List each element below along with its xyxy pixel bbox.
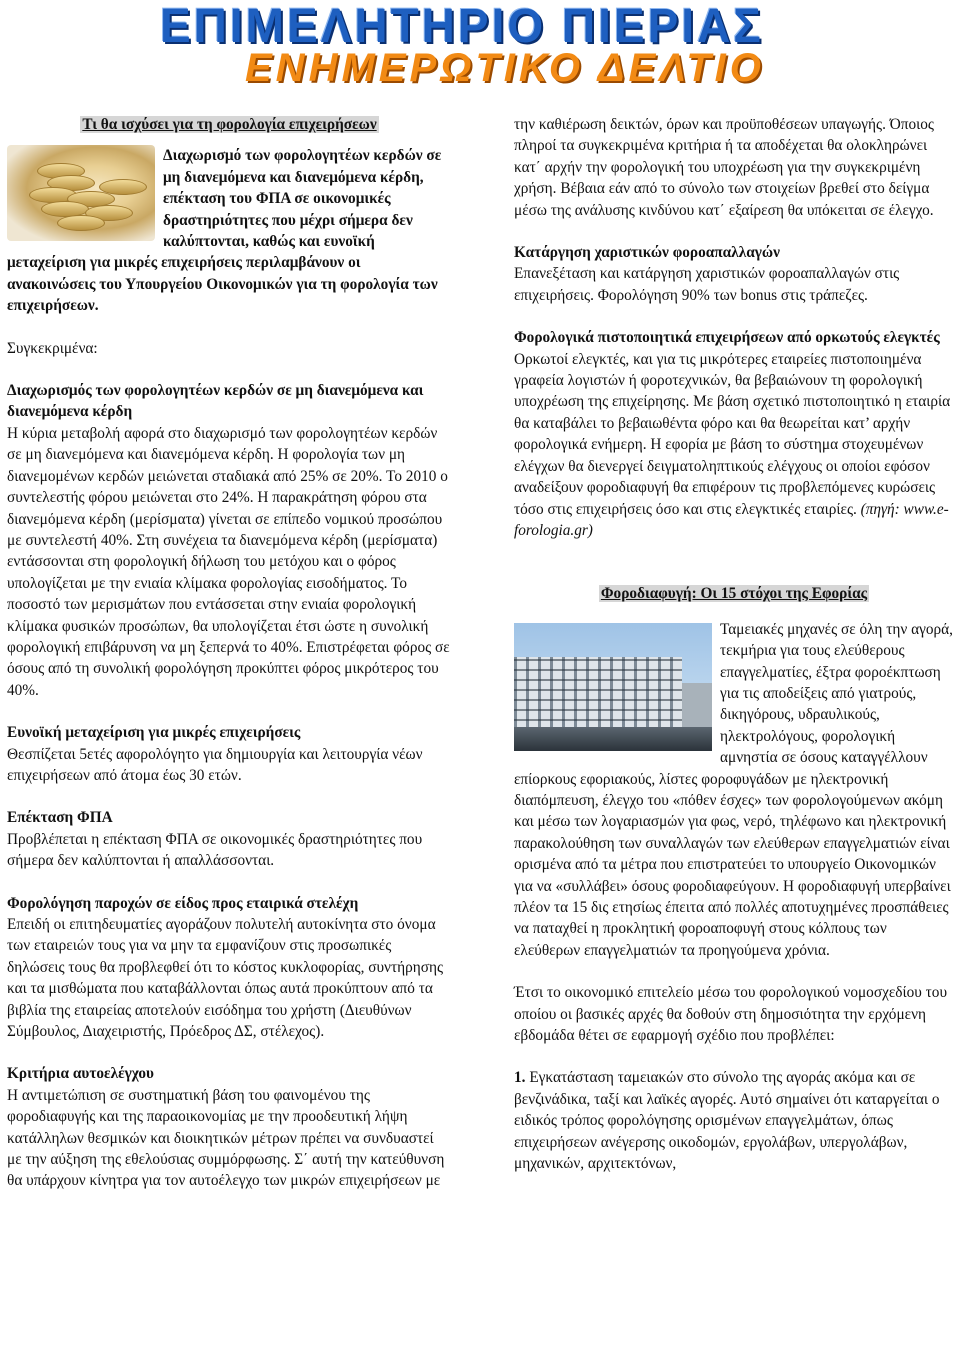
section-body: Η κύρια μεταβολή αφορά στο διαχωρισμό των φορολογητέων κερδών σε μη διανεμόμενα και διανεμόμενα κέρδη. Η φορολογία των μη διανεμομένων κερδών μειώνεται σταδιακά από 25% σε 20%. Το 2010 ο συντελεστής φόρου μειώνεται στο 24%. Η παρακράτηση φόρου στα διανεμόμενα κέρδη (μερίσματα) γίνεται σε επίπεδο νομικού προσώπου με συντελεστή 40%. Στη συνέχεια τα διανεμόμενα κέρδη (μερίσματα) εντάσσονται στη φορολογική δήλωση του μετόχου και ο φόρος υπολογίζεται με την ενιαία κλίμακα φορολογίας εισοδήματος. Το ποσοστό των μερισμάτων που εντάσσεται στην ενιαία φορολογική κλίμακα φυσικών προσώπων, θα υπολογίζεται έτσι ώστε η συνολική φορολογική επιβάρυνση να μη ξεπερνά το 40%. Επιστρέφεται φόρος σε όσους από τη συνολική φορολόγηση προκύπτει φόρος μικρότερος του 40%. [7, 424, 450, 699]
section-body: Προβλέπεται η επέκταση ΦΠΑ σε οικονομικές δραστηριότητες που σήμερα δεν καλύπτονται ή απαλλάσσονται. [7, 830, 423, 870]
right-column [514, 114, 954, 1174]
masthead-title: ΕΠΙΜΕΛΗΤΗΡΙΟ ΠΙΕΡΙΑΣ [160, 0, 764, 53]
section-heading: Ευνοϊκή μεταχείριση για μικρές επιχειρήσεις [7, 724, 301, 742]
left-column [7, 114, 452, 1192]
masthead-subtitle: ΕΝΗΜΕΡΩΤΙΚΟ ΔΕΛΤΙΟ [245, 46, 765, 90]
section-body: Έτσι το οικονομικό επιτελείο μέσω του φορολογικού νομοσχεδίου του οποίου οι βασικές αρχές θα δοθούν στη δημοσιότητα την ερχόμενη εβδομάδα θέτει σε εφαρμογή σχέδιο που προβλέπει: [514, 984, 948, 1045]
section-heading: Φορολόγηση παροχών σε είδος προς εταιρικά στελέχη [7, 894, 359, 912]
article-body [514, 619, 954, 962]
section-heading: Κατάργηση χαριστικών φοροαπαλλαγών [514, 244, 780, 262]
section-body: Επανεξέταση και κατάργηση χαριστικών φοροαπαλλαγών στις επιχειρήσεις. Φορολόγηση 90% των bonus στις τράπεζες. [514, 265, 900, 304]
continued-text: την καθιέρωση δεικτών, όρων και προϋποθέσεων υπαγωγής. Όποιος πληροί τα συγκεκριμένα κριτήρια ή τα αποδέχεται θα ολοκληρώνει κατ΄ αρχήν την φορολογική του υποχρέωση για την συγκεκριμένη χρήση. Βέβαια εάν από το σύνολο των στοιχείων βρεθεί στο δείγμα μέσω της ανάλυσης κινδύνου κατ΄ εξαίρεση θα υπόκειται σε έλεγχο. [514, 116, 934, 219]
building-photo [514, 623, 712, 751]
section-heading: Κριτήρια αυτοελέγχου [7, 1065, 154, 1083]
article-title: Φοροδιαφυγή: Οι 15 στόχοι της Εφορίας [600, 585, 868, 603]
list-item: 1. Εγκατάσταση ταμειακών στο σύνολο της αγοράς ακόμα και σε βενζινάδικα, ταξί και λαϊκές αγορές. Αυτό σημαίνει ότι καταργείται ο ειδικός τρόπος φορολόγησης ορισμένων επαγγελμάτων, όπως επιχειρήσεων ανέγερσης οικοδομών, εργολάβων, υπεργολάβων, μηχανικών, αρχιτεκτόνων, [514, 1069, 940, 1173]
specifically-label: Συγκεκριμένα: [7, 339, 98, 357]
section-heading: Φορολογικά πιστοποιητικά επιχειρήσεων από ορκωτούς ελεγκτές [514, 329, 940, 347]
masthead [0, 0, 960, 92]
section-body: Θεσπίζεται 5ετές αφορολόγητο για δημιουργία και λειτουργία νέων επιχειρήσεων από άτομα έως 30 ετών. [7, 745, 423, 784]
section-heading: Επέκταση ΦΠΑ [7, 809, 113, 827]
article-title: Τι θα ισχύσει για τη φορολογία επιχειρήσεων [82, 116, 377, 133]
intro-lead: Διαχωρισμό των φορολογητέων κερδών σε μη διανεμόμενα και διανεμόμενα κέρδη, επέκταση του ΦΠΑ σε οικονομικές δραστηριότητες που μέχρι σήμερα δεν καλύπτονται, καθώς και ευνοϊκή μεταχείριση για μικρές επιχειρήσεις περιλαμβάνουν οι ανακοινώσεις του Υπουργείου Οικονομικών για τη φορολογία των επιχειρήσεων. [7, 147, 442, 315]
source-note: (πηγή: www.e-forologia.gr) [514, 500, 949, 539]
section-body: Ορκωτοί ελεγκτές, και για τις μικρότερες εταιρείες πιστοποιημένα γραφεία λογιστών ή φοροτεχνικών, θα βεβαιώνουν τη φορολογική υποχρέωση της επιχείρησης. Με βάση σχετικό πιστοποιητικό η εταιρία θα καταβάλει το βεβαιωθέντα φόρο και θα θεωρείται κατ’ αρχήν φορολογικά ενήμερη. Η εφορία με βάση το σύστημα στοχευμένων ελέγχων θα διενεργεί δειγματοληπτικούς ελέγχους οι οποίοι εφόσον αναδείξουν φοροδιαφυγή θα επιφέρουν τις προβλεπόμενες κυρώσεις τόσο στις επιχειρήσεις όσο και στις ελεγκτικές εταιρίες. (πηγή: www.e-forologia.gr) [514, 350, 951, 539]
section-heading: Διαχωρισμός των φορολογητέων κερδών σε μη διανεμόμενα και διανεμόμενα κέρδη [7, 382, 424, 421]
article-intro [7, 145, 452, 316]
section-body: Η αντιμετώπιση σε συστηματική βάση του φαινομένου της φοροδιαφυγής και της παραοικονομίας με την προοδευτική λήψη κατάλληλων θεσμικών και διοικητικών μέτρων πρέπει να συνδυαστεί με την αύξηση της εθελούσιας συμμόρφωσης. Σ΄ αυτή την κατεύθυνση θα υπάρχουν κίνητρα για τον αυτοέλεγχο των μικρών επιχειρήσεων με [7, 1086, 445, 1190]
coins-photo [7, 145, 155, 241]
section-body: Επειδή οι επιτηδευματίες αγοράζουν πολυτελή αυτοκίνητα στο όνομα των εταιρειών τους για να μην τα εμφανίζουν στις προσωπικές δηλώσεις τους θα προβλεφθεί ότι το κόστος κυκλοφορίας, συντήρησης και τα μισθώματα που καταβάλλονται όπως αυτά προκύπτουν από τα βιβλία της εταιρείας αποτελούν εισόδημα του χρήστη (Διευθύνων Σύμβουλος, Διαχειριστής, Πρόεδρος ΔΣ, στέλεχος). [7, 916, 444, 1041]
section-body: Ταμειακές μηχανές σε όλη την αγορά, τεκμήρια για τους ελεύθερους επαγγελματίες, έξτρα φοροέκπτωση για τις αποδείξεις από γιατρούς, δικηγόρους, υδραυλικούς, ηλεκτρολόγους, φορολογική αμνηστία σε όσους καταγγέλλουν επίορκους εφοριακούς, λίστες φοροφυγάδων με ηλεκτρονική διαπόμπευση, έλεγχο του «πόθεν έσχες» των φορολογούμενων ακόμη και μέσω των λογαριασμών για φως, νερό, τηλέφωνο και ηλεκτρονική παρακολούθηση των συναλλαγών των ελεύθερων επαγγελματιών είναι ορισμένα από τα μέτρα που επιστρατεύει το υπουργείο Οικονομικών για να «συλλάβει» όσους φοροδιαφεύγουν. Η φοροδιαφυγή υπερβαίνει πλέον τα 15 δις ετησίως έπειτα από πολλές αποτυχημένες προσπάθειες να παταχθεί η προκλητική φοροαποφυγή στους κόλπους των ελεύθερων επαγγελματιών τα προηγούμενα χρόνια. [514, 620, 953, 959]
